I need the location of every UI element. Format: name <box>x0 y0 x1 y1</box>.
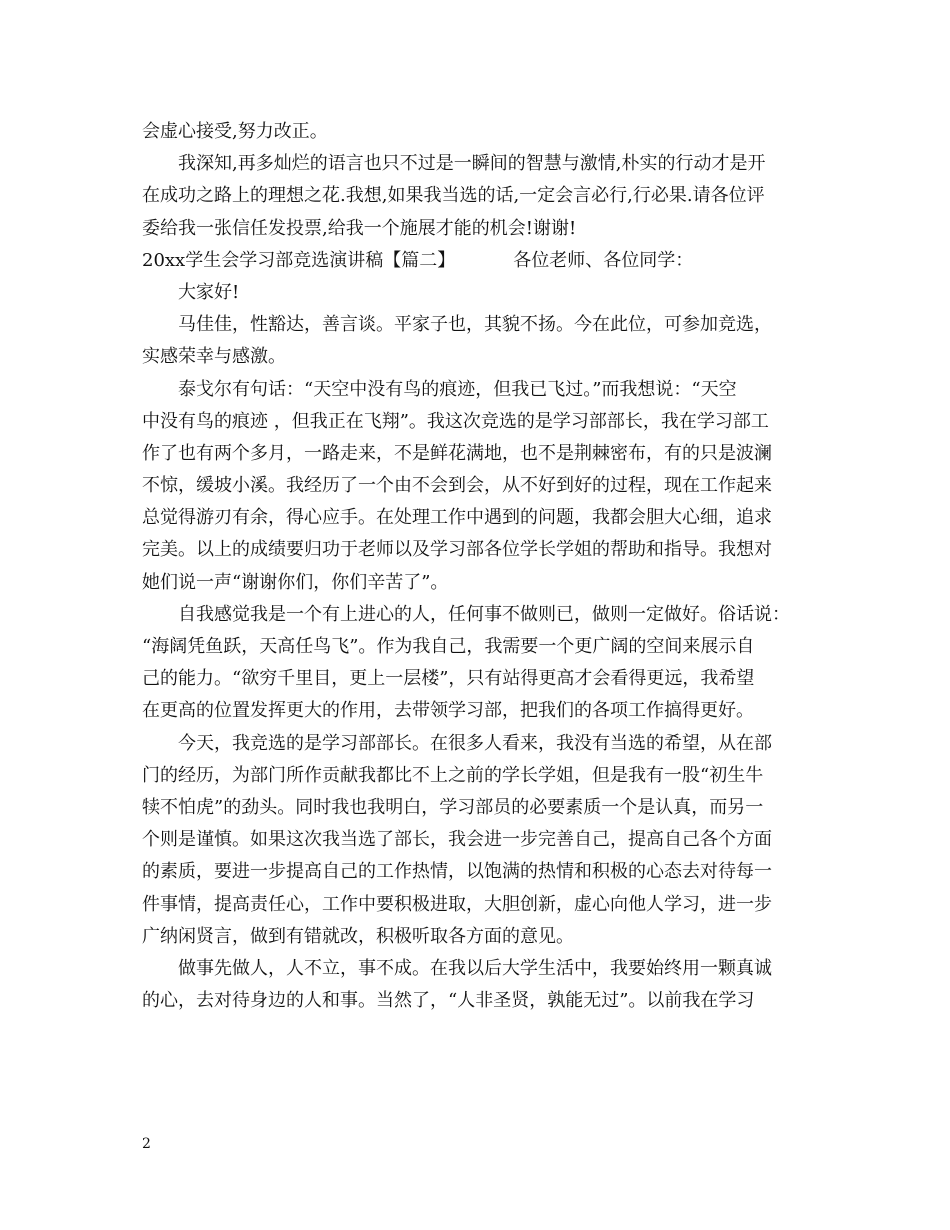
text-line: 不惊，缓坡小溪。我经历了一个由不会到会，从不好到好的过程，现在工作起来 <box>142 475 772 497</box>
text-line: 在成功之路上的理想之花.我想,如果我当选的话,一定会言必行,行必果.请各位评 <box>142 185 765 207</box>
text-line: 今天，我竞选的是学习部部长。在很多人看来，我没有当选的希望，从在部 <box>178 732 772 754</box>
section-heading: 20xx学生会学习部竞选演讲稿【篇二】 <box>142 249 456 271</box>
text-line: 作了也有两个多月，一路走来，不是鲜花满地，也不是荆棘密布，有的只是波澜 <box>142 442 772 464</box>
text-line: 在更高的位置发挥更大的作用，去带领学习部，把我们的各项工作搞得更好。 <box>142 700 754 722</box>
text-line: 会虚心接受,努力改正。 <box>142 121 328 142</box>
text-line: 她们说一声“谢谢你们，你们辛苦了”。 <box>142 571 449 593</box>
salutation: 各位老师、各位同学： <box>513 249 694 271</box>
text-line: 马佳佳，性豁达，善言谈。平家子也，其貌不扬。今在此位，可参加竞选， <box>178 314 772 336</box>
text-line: 个则是谨慎。如果这次我当选了部长，我会进一步完善自己，提高自己各个方面 <box>142 829 772 851</box>
section-heading-line <box>142 245 812 277</box>
text-line: 的素质，要进一步提高自己的工作热情，以饱满的热情和积极的心态去对待每一 <box>142 861 772 883</box>
text-line: 委给我一张信任发投票,给我一个施展才能的机会!谢谢! <box>142 217 577 239</box>
text-line: 做事先做人，人不立，事不成。在我以后大学生活中，我要始终用一颗真诚 <box>178 957 772 979</box>
text-line: 总觉得游刃有余，得心应手。在处理工作中遇到的问题，我都会胆大心细，追求 <box>142 507 772 529</box>
text-line: 完美。以上的成绩要归功于老师以及学习部各位学长学姐的帮助和指导。我想对 <box>142 539 772 561</box>
text-line: “海阔凭鱼跃，天高任鸟飞”。作为我自己，我需要一个更广阔的空间来展示自 <box>142 636 755 657</box>
page-number: 2 <box>142 1136 151 1152</box>
text-line: 的心，去对待身边的人和事。当然了，“人非圣贤，孰能无过”。以前我在学习 <box>142 990 755 1012</box>
text-line: 泰戈尔有句话：“天空中没有鸟的痕迹，但我已飞过。”而我想说：“天空 <box>178 378 737 400</box>
text-line: 广纳闲贤言，做到有错就改，积极听取各方面的意见。 <box>142 925 574 947</box>
text-line: 犊不怕虎”的劲头。同时我也我明白，学习部员的必要素质一个是认真，而另一 <box>142 796 764 818</box>
text-line: 件事情，提高责任心，工作中要积极进取，大胆创新，虚心向他人学习，进一步 <box>142 893 772 915</box>
text-line: 己的能力。“欲穷千里目，更上一层楼”，只有站得更高才会看得更远，我希望 <box>142 668 755 690</box>
text-line: 中没有鸟的痕迹 ，但我正在飞翔”。我这次竞选的是学习部部长，我在学习部工 <box>142 410 769 432</box>
text-line: 我深知,再多灿烂的语言也只不过是一瞬间的智慧与激情,朴实的行动才是开 <box>178 153 766 175</box>
text-line: 自我感觉我是一个有上进心的人，任何事不做则已，做则一定做好。俗话说： <box>178 603 790 625</box>
document-body <box>142 116 812 1017</box>
text-line: 门的经历，为部门所作贡献我都比不上之前的学长学姐，但是我有一股“初生牛 <box>142 764 764 786</box>
greeting: 大家好! <box>178 281 240 303</box>
text-line: 实感荣幸与感激。 <box>142 346 286 368</box>
